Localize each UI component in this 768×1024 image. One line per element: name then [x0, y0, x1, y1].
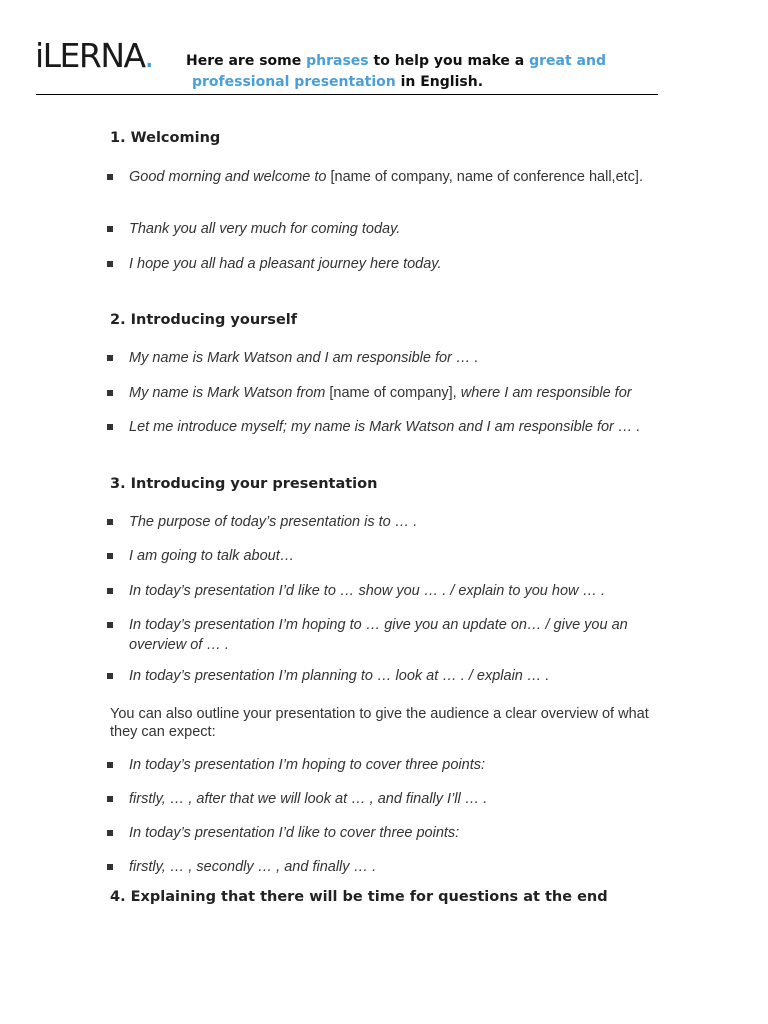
list-item: In today’s presentation I’m hoping to … give you an update on… / give you an overview of … .	[107, 615, 652, 655]
bullet-icon	[107, 261, 113, 267]
header-divider	[36, 94, 658, 95]
list-item: Good morning and welcome to [name of company, name of conference hall,etc].	[107, 167, 652, 187]
bullet-icon	[107, 519, 113, 525]
header-highlight-great: great and	[529, 53, 606, 69]
bullet-icon	[107, 796, 113, 802]
bullet-icon	[107, 622, 113, 628]
bullet-icon	[107, 226, 113, 232]
list-item: Thank you all very much for coming today.	[107, 219, 652, 239]
header-highlight-phrases: phrases	[306, 53, 369, 69]
bullet-icon	[107, 390, 113, 396]
bullet-icon	[107, 553, 113, 559]
bullet-icon	[107, 355, 113, 361]
ilerna-logo: iLERNA.	[35, 36, 154, 75]
list-item: In today’s presentation I’d like to … show you … . / explain to you how … .	[107, 581, 652, 601]
section-heading-introducing-yourself: 2. Introducing yourself	[110, 312, 298, 328]
list-item: The purpose of today’s presentation is to … .	[107, 512, 652, 532]
bullet-icon	[107, 424, 113, 430]
bullet-icon	[107, 174, 113, 180]
list-item: My name is Mark Watson and I am responsible for … .	[107, 348, 652, 368]
section-heading-introducing-presentation: 3. Introducing your presentation	[110, 476, 378, 492]
bullet-icon	[107, 673, 113, 679]
outline-paragraph: You can also outline your presentation to give the audience a clear overview of what they can expect:	[110, 706, 649, 740]
bullet-icon	[107, 830, 113, 836]
header-text-1: Here are some	[186, 53, 307, 69]
section-heading-welcoming: 1. Welcoming	[110, 130, 221, 146]
list-item: Let me introduce myself; my name is Mark Watson and I am responsible for … .	[107, 417, 652, 437]
header-text-3: in English.	[395, 74, 484, 90]
header-highlight-professional: professional presentation	[192, 74, 396, 90]
header-text-2: to help you make a	[368, 53, 530, 69]
list-item: In today’s presentation I’d like to cover three points:	[107, 823, 652, 843]
list-item: I hope you all had a pleasant journey here today.	[107, 254, 652, 274]
list-item: In today’s presentation I’m hoping to cover three points:	[107, 755, 652, 775]
list-item: firstly, … , secondly … , and finally … .	[107, 857, 652, 877]
bullet-icon	[107, 762, 113, 768]
list-item: My name is Mark Watson from [name of company], where I am responsible for	[107, 383, 652, 403]
bullet-icon	[107, 864, 113, 870]
page-header	[186, 51, 606, 93]
list-item: In today’s presentation I’m planning to … look at … . / explain … .	[107, 666, 652, 686]
list-item: firstly, … , after that we will look at … , and finally I’ll … .	[107, 789, 652, 809]
section-heading-questions: 4. Explaining that there will be time for questions at the end	[110, 889, 608, 905]
bullet-icon	[107, 588, 113, 594]
list-item: I am going to talk about…	[107, 546, 652, 566]
